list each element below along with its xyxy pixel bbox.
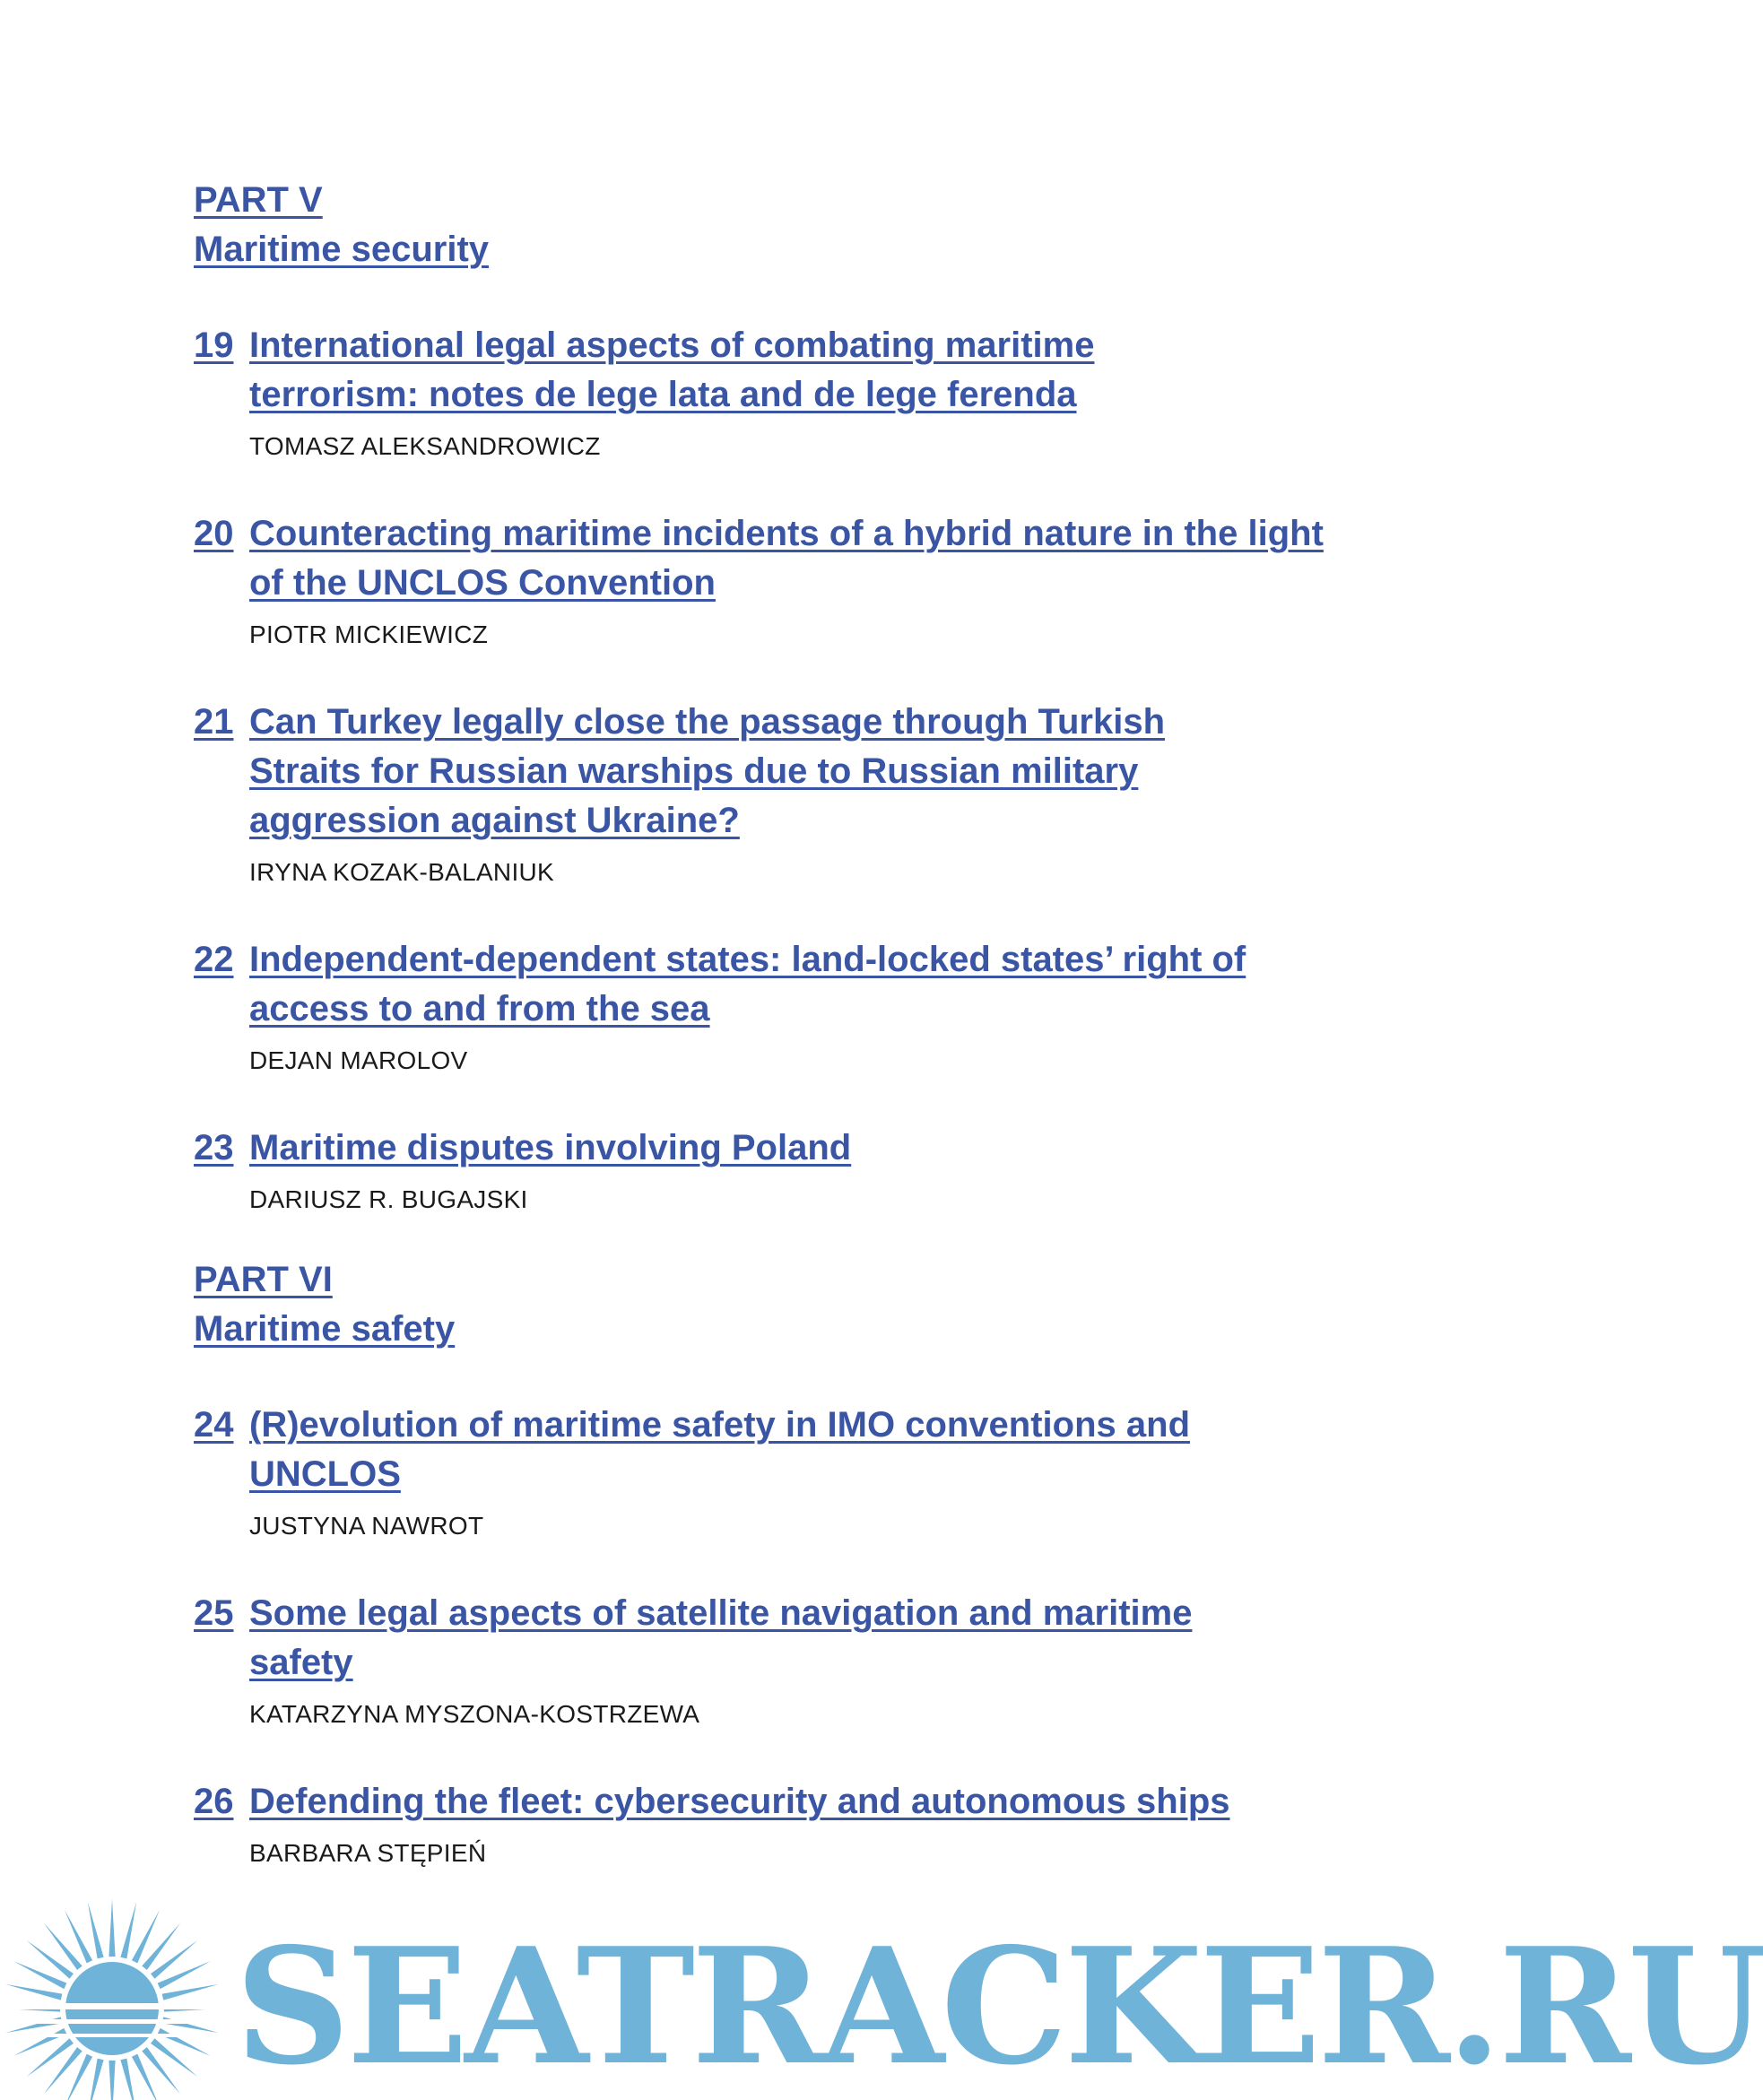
part-title[interactable]: Maritime security <box>194 230 490 269</box>
chapter-author: BARBARA STĘPIEŃ <box>249 1839 487 1867</box>
chapter-link[interactable] <box>194 509 1359 608</box>
chapter-entry <box>194 1401 1359 1542</box>
chapter-author: TOMASZ ALEKSANDROWICZ <box>249 432 601 460</box>
part-label[interactable]: PART VI <box>194 1260 333 1299</box>
chapter-entry <box>194 509 1359 651</box>
chapter-link[interactable] <box>194 1589 1359 1688</box>
chapter-title: Maritime disputes involving Poland <box>249 1128 852 1167</box>
chapter-entry <box>194 698 1359 889</box>
chapter-entry <box>194 1589 1359 1731</box>
part-title[interactable]: Maritime safety <box>194 1309 456 1349</box>
chapter-number: 22 <box>194 940 234 979</box>
chapter-link[interactable] <box>194 1777 1359 1827</box>
chapter-title: Independent-dependent states: land-locked states’ right of access to and from the sea <box>249 940 1246 1028</box>
chapter-title: Some legal aspects of satellite navigation and maritime safety <box>249 1593 1193 1682</box>
sun-logo-icon <box>0 1892 224 2095</box>
chapter-entry <box>194 1124 1359 1216</box>
chapter-title: International legal aspects of combating maritime terrorism: notes de lege lata and de lege ferenda <box>249 325 1095 414</box>
watermark <box>0 1892 1763 2100</box>
chapter-number: 26 <box>194 1782 234 1821</box>
chapter-title: Defending the fleet: cybersecurity and autonomous ships <box>249 1782 1230 1821</box>
chapter-number: 20 <box>194 514 234 553</box>
chapter-author: KATARZYNA MYSZONA-KOSTRZEWA <box>249 1700 700 1728</box>
chapter-title: (R)evolution of maritime safety in IMO conventions and UNCLOS <box>249 1405 1191 1494</box>
chapter-entry <box>194 321 1359 463</box>
table-of-contents <box>194 176 1359 1870</box>
part-heading[interactable] <box>194 1255 1359 1354</box>
chapter-author: DARIUSZ R. BUGAJSKI <box>249 1185 528 1213</box>
chapter-number: 19 <box>194 325 234 365</box>
part-label[interactable]: PART V <box>194 180 323 220</box>
part-heading[interactable] <box>194 176 1359 274</box>
chapter-author: JUSTYNA NAWROT <box>249 1512 484 1540</box>
chapter-title: Can Turkey legally close the passage through Turkish Straits for Russian warships due to Russian military aggression against Ukraine? <box>249 702 1166 840</box>
chapter-number: 23 <box>194 1128 234 1167</box>
watermark-text: SEATRACKER.RU <box>235 1913 1763 2100</box>
chapter-link[interactable] <box>194 1124 1359 1173</box>
chapter-entry <box>194 1777 1359 1870</box>
chapter-entry <box>194 935 1359 1077</box>
chapter-title: Counteracting maritime incidents of a hybrid nature in the light of the UNCLOS Convention <box>249 514 1324 603</box>
chapter-link[interactable] <box>194 698 1359 846</box>
chapter-author: DEJAN MAROLOV <box>249 1046 468 1074</box>
chapter-number: 24 <box>194 1405 234 1445</box>
chapter-author: PIOTR MICKIEWICZ <box>249 620 489 648</box>
chapter-number: 25 <box>194 1593 234 1633</box>
chapter-author: IRYNA KOZAK-BALANIUK <box>249 858 555 886</box>
chapter-link[interactable] <box>194 1401 1359 1499</box>
chapter-link[interactable] <box>194 935 1359 1034</box>
chapter-number: 21 <box>194 702 234 742</box>
chapter-link[interactable] <box>194 321 1359 420</box>
